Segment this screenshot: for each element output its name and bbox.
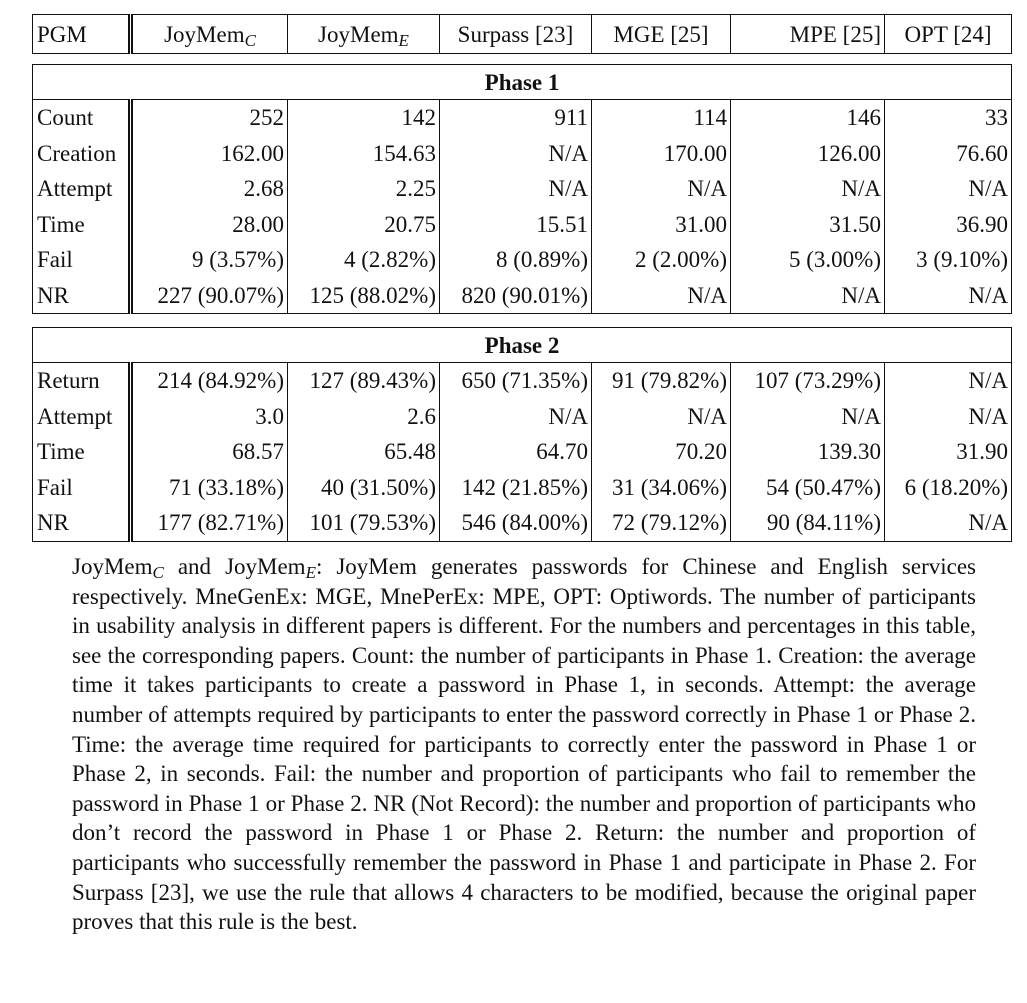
table-row <box>33 434 1012 470</box>
caption-joymem-e-sub: E <box>305 563 316 582</box>
row-label: Time <box>33 434 131 470</box>
cell-joymem-e: 101 (79.53%) <box>288 505 440 541</box>
table-phase1 <box>32 64 1012 314</box>
cell-joymem-c: 71 (33.18%) <box>131 470 288 506</box>
row-label: Count <box>33 100 131 136</box>
row-label: Fail <box>33 242 131 278</box>
cell-mpe: 126.00 <box>731 136 885 172</box>
cell-mge: 72 (79.12%) <box>592 505 731 541</box>
table-caption <box>72 552 976 937</box>
cell-surpass: 546 (84.00%) <box>440 505 592 541</box>
table-row <box>33 363 1012 399</box>
cell-mge: N/A <box>592 278 731 314</box>
cell-surpass: 15.51 <box>440 207 592 243</box>
table-row <box>33 136 1012 172</box>
cell-mpe: 146 <box>731 100 885 136</box>
cell-mge: 91 (79.82%) <box>592 363 731 399</box>
cell-mge: 70.20 <box>592 434 731 470</box>
caption-joymem-e-base: JoyMem <box>225 554 306 579</box>
header-surpass: Surpass [23] <box>440 15 592 54</box>
cell-joymem-c: 227 (90.07%) <box>131 278 288 314</box>
phase1-title-row <box>33 65 1012 100</box>
cell-joymem-e: 2.25 <box>288 171 440 207</box>
table-row <box>33 242 1012 278</box>
cell-surpass: N/A <box>440 171 592 207</box>
cell-joymem-e: 142 <box>288 100 440 136</box>
table-row <box>33 399 1012 435</box>
cell-opt: 6 (18.20%) <box>904 474 1009 500</box>
cell-joymem-e: 65.48 <box>288 434 440 470</box>
header-joymem-e <box>288 15 440 54</box>
cell-joymem-c: 2.68 <box>131 171 288 207</box>
cell-mge: 114 <box>592 100 731 136</box>
row-label: Fail <box>33 470 131 506</box>
header-opt: OPT [24] <box>904 21 992 47</box>
cell-joymem-c: 68.57 <box>131 434 288 470</box>
cell-joymem-e: 4 (2.82%) <box>288 242 440 278</box>
cell-opt: N/A <box>968 510 1009 536</box>
cell-joymem-e: 154.63 <box>288 136 440 172</box>
cell-surpass: N/A <box>440 399 592 435</box>
row-label: NR <box>33 505 131 541</box>
table-row <box>33 207 1012 243</box>
row-label: Attempt <box>33 399 131 435</box>
cell-joymem-c: 177 (82.71%) <box>131 505 288 541</box>
cell-opt: 33 <box>985 105 1009 131</box>
table-row <box>33 171 1012 207</box>
table-row <box>33 278 1012 314</box>
cell-joymem-e: 40 (31.50%) <box>288 470 440 506</box>
cell-opt: 76.60 <box>956 140 1009 166</box>
phase1-title: Phase 1 <box>33 65 1012 100</box>
header-mge: MGE [25] <box>592 15 731 54</box>
caption-text: : JoyMem generates passwords for Chinese and English services respectively. MneGenEx: MGE, MnePerEx: MPE, OPT: Optiwords. The number of participants in usability analysis in different papers is different. For the numbers and percentages in this table, see the corresponding papers. Count: the number of participants in Phase 1. Creation: the average time it takes participants to create a password in Phase 1, in seconds. Attempt: the average number of attempts required by participants to enter the password correctly in Phase 1 or Phase 2. Time: the average time required for participants to correctly enter the password in Phase 1 or Phase 2, in seconds. Fail: the number and proportion of participants who fail to remember the password in Phase 1 or Phase 2. NR (Not Record): the number and proportion of participants who don’t record the password in Phase 1 or Phase 2. Return: the number and proportion of participants who successfully remember the password in Phase 1 and participate in Phase 2. For Surpass [23], we use the rule that allows 4 characters to be modified, because the original paper proves that this rule is the best. <box>72 554 976 935</box>
cell-surpass: 64.70 <box>440 434 592 470</box>
cell-mpe: 31.50 <box>731 207 885 243</box>
phase2-title: Phase 2 <box>33 328 1012 363</box>
cell-joymem-e: 127 (89.43%) <box>288 363 440 399</box>
header-row <box>33 15 1012 54</box>
header-joymem-c-sub: C <box>244 30 256 50</box>
cell-mpe: 107 (73.29%) <box>731 363 885 399</box>
cell-mge: 31 (34.06%) <box>592 470 731 506</box>
cell-opt: 3 (9.10%) <box>916 247 1009 273</box>
cell-opt: N/A <box>968 368 1009 394</box>
table-row <box>33 470 1012 506</box>
cell-joymem-e: 20.75 <box>288 207 440 243</box>
cell-surpass: N/A <box>440 136 592 172</box>
caption-and: and <box>163 554 226 579</box>
cell-mge: N/A <box>592 171 731 207</box>
row-label: Attempt <box>33 171 131 207</box>
header-mpe: MPE [25] <box>731 15 885 54</box>
cell-opt: 36.90 <box>956 211 1009 237</box>
phase2-title-row <box>33 328 1012 363</box>
cell-opt: 31.90 <box>956 439 1009 465</box>
cell-joymem-e: 125 (88.02%) <box>288 278 440 314</box>
header-joymem-c <box>131 15 288 54</box>
table-row <box>33 505 1012 541</box>
cell-opt: N/A <box>968 282 1009 308</box>
cell-joymem-c: 3.0 <box>131 399 288 435</box>
row-label: Time <box>33 207 131 243</box>
header-joymem-e-base: JoyMem <box>318 21 399 47</box>
table-row <box>33 100 1012 136</box>
table-phase2 <box>32 327 1012 542</box>
caption-paragraph <box>72 552 976 937</box>
cell-surpass: 8 (0.89%) <box>440 242 592 278</box>
cell-opt: N/A <box>968 176 1009 202</box>
cell-mpe: 139.30 <box>731 434 885 470</box>
cell-mge: 31.00 <box>592 207 731 243</box>
cell-mge: 170.00 <box>592 136 731 172</box>
caption-joymem-c-sub: C <box>152 563 164 582</box>
cell-joymem-c: 162.00 <box>131 136 288 172</box>
header-joymem-c-base: JoyMem <box>164 21 245 47</box>
cell-surpass: 650 (71.35%) <box>440 363 592 399</box>
row-label: NR <box>33 278 131 314</box>
cell-mpe: N/A <box>731 171 885 207</box>
cell-mge: 2 (2.00%) <box>592 242 731 278</box>
cell-joymem-c: 214 (84.92%) <box>131 363 288 399</box>
cell-joymem-e: 2.6 <box>288 399 440 435</box>
cell-surpass: 911 <box>440 100 592 136</box>
cell-mpe: 5 (3.00%) <box>731 242 885 278</box>
cell-joymem-c: 28.00 <box>131 207 288 243</box>
row-label: Return <box>33 363 131 399</box>
cell-mge: N/A <box>592 399 731 435</box>
cell-mpe: 90 (84.11%) <box>731 505 885 541</box>
cell-mpe: 54 (50.47%) <box>731 470 885 506</box>
cell-opt: N/A <box>968 403 1009 429</box>
table-header <box>32 14 1012 54</box>
header-joymem-e-sub: E <box>398 30 409 50</box>
cell-mpe: N/A <box>731 278 885 314</box>
cell-joymem-c: 252 <box>131 100 288 136</box>
caption-joymem-c-base: JoyMem <box>72 554 153 579</box>
cell-surpass: 142 (21.85%) <box>440 470 592 506</box>
row-label: Creation <box>33 136 131 172</box>
cell-mpe: N/A <box>731 399 885 435</box>
cell-surpass: 820 (90.01%) <box>440 278 592 314</box>
cell-joymem-c: 9 (3.57%) <box>131 242 288 278</box>
header-pgm: PGM <box>33 15 131 54</box>
